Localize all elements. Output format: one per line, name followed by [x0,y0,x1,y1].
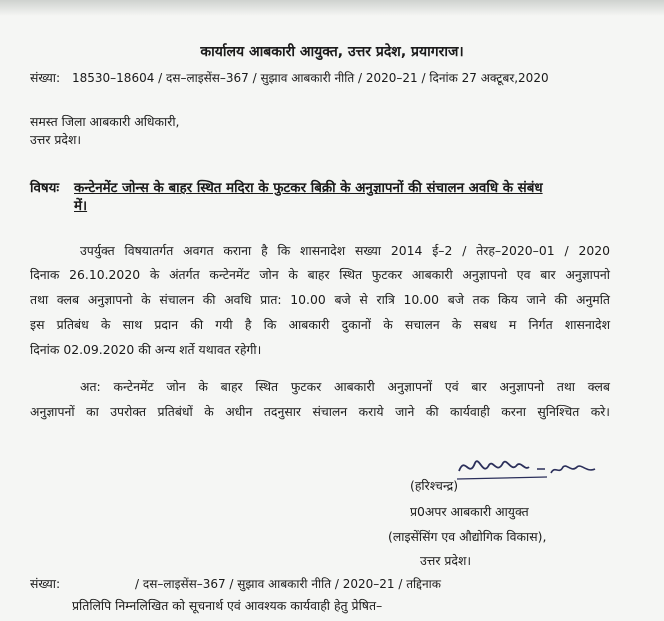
addressee-line-2: उत्तर प्रदेश। [30,132,82,147]
office-title: कार्यालय आबकारी आयुक्त, उत्तर प्रदेश, प्रयागराज। [200,44,464,60]
footer-ref-label: संख्या: [30,576,61,591]
subject-line-2: में। [74,199,88,214]
paragraph-1-line: उपर्युक्त विषयातर्गत अवगत कराना है कि शासनादेश सख्या 2014 ई–2 / तेरह–2020–01 / 2020 [80,243,610,258]
paragraph-2-line: अनुज्ञापनों का उपरोक्त प्रतिबंधों के अधीन तदनुसार संचालन कराये जाने की कार्यवाही करना सुनिश्चित करे। [30,404,610,419]
paragraph-1-line: तथा क्लब अनुज्ञापनो के संचालन की अवधि प्रात: 10.00 बजे से रात्रि 10.00 बजे तक किय जाने की अनुमति [30,292,610,307]
paragraph-1-line: दिनाक 26.10.2020 के अंतर्गत कन्टेनमेंट जोन के बाहर स्थित फुटकर आबकारी अनुज्ञापनो एव बार अनुज्ञापनो [30,267,610,282]
signatory-state: उत्तर प्रदेश। [420,553,472,568]
paragraph-1-line: इस प्रतिबंध के साथ प्रदान की गयी है कि आबकारी दुकानों के सचालन के सबध म निर्गत शासनादेश [30,317,610,332]
ref-number: 18530–18604 / दस–लाइसेंस–367 / सुझाव आबकारी नीति / 2020–21 / दिनांक 27 अक्टूबर,2020 [72,71,549,85]
paragraph-1-line: दिनांक 02.09.2020 की अन्य शर्ते यथावत रहेगी। [30,342,262,357]
scan-edge [0,0,664,16]
signatory-department: (लाइसेंसिंग एव औद्योगिक विकास), [388,529,547,544]
paragraph-2-line: अत: कन्टेनमेंट जोन के बाहर स्थित फुटकर आबकारी अनुज्ञापनों एवं बार अनुज्ञापनो तथा क्लब [80,379,610,394]
copy-to-line: प्रतिलिपि निम्नलिखित को सूचनार्थ एवं आवश्यक कार्यवाही हेतु प्रेषित– [72,598,383,613]
signatory-designation: प्र0अपर आबकारी आयुक्त [410,504,529,519]
addressee-line-1: समस्त जिला आबकारी अधिकारी, [30,114,180,129]
signatory-name: (हरिश्चन्द्र) [410,478,459,493]
ref-label: संख्या: [30,70,61,85]
subject-label: विषयः [30,181,60,196]
footer-ref-number: / दस–लाइसेंस–367 / सुझाव आबकारी नीति / 2020–21 / तद्दिनाक [135,577,441,591]
subject-line-1: कन्टेनमेंट जोन्स के बाहर स्थित मदिरा के फुटकर बिक्री के अनुज्ञापनों की संचालन अवधि के संबंध [74,181,543,196]
handwritten-signature [455,449,605,485]
